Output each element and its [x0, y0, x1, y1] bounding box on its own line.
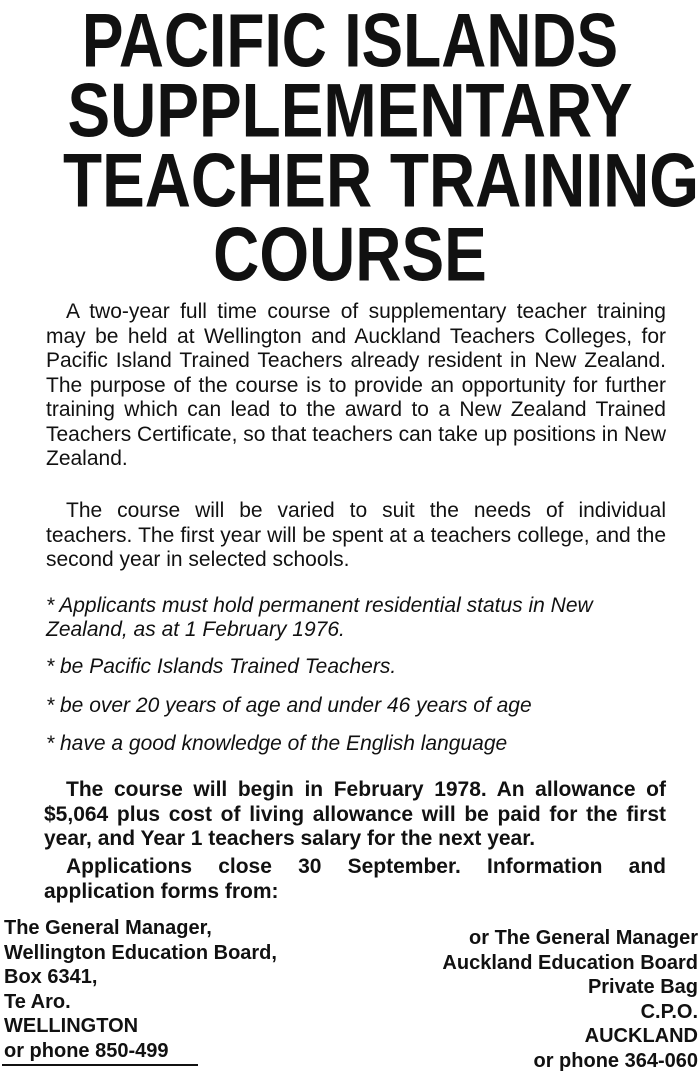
requirement-item: * be over 20 years of age and under 46 years of age [46, 694, 532, 717]
bottom-rule [2, 1064, 198, 1066]
wellington-contact-line: Wellington Education Board, [4, 941, 277, 964]
wellington-phone: or phone 850-499 [4, 1039, 169, 1062]
auckland-contact-line: Private Bag [587, 976, 698, 999]
auckland-contact-line: C.P.O. [640, 1000, 698, 1023]
requirement-item: * have a good knowledge of the English language [46, 732, 508, 755]
applications-text: Applications close 30 September. Information and application forms from: [44, 855, 666, 903]
course-structure-paragraph [46, 499, 666, 573]
headline-line-1: PACIFIC ISLANDS [81, 0, 619, 84]
headline-line-3: TEACHER TRAINING [63, 137, 700, 224]
intro-paragraph [46, 300, 666, 472]
auckland-phone: or phone 364-060 [533, 1049, 698, 1072]
wellington-contact-line: Te Aro. [4, 990, 71, 1013]
applications-paragraph [44, 855, 666, 904]
wellington-contact-block [4, 916, 277, 1064]
requirement-item: * Applicants must hold permanent residential status in New Zealand, as at 1 February 1976. [46, 594, 593, 641]
headline-line-2: SUPPLEMENTARY [67, 67, 633, 154]
course-start-text: The course will begin in February 1978. An allowance of $5,064 plus cost of living allowance will be paid for the first year, and Year 1 teachers salary for the next year. [44, 778, 666, 850]
wellington-contact-line: WELLINGTON [4, 1015, 139, 1038]
intro-paragraph-text: A two-year full time course of supplementary teacher training may be held at Wellington and Auckland Teachers Colleges, for Pacific Island Trained Teachers already resident in New Zealand. The purpose of the course is to provide an opportunity for further training which can lead to the award to a New Zealand Trained Teachers Certificate, so that teachers can take up positions in New Zealand. [46, 300, 666, 470]
auckland-contact-line: Auckland Education Board [442, 951, 698, 974]
wellington-contact-line: The General Manager, [4, 917, 212, 939]
wellington-contact-line: Box 6341, [4, 966, 98, 989]
course-start-paragraph [44, 778, 666, 852]
auckland-contact-line: AUCKLAND [584, 1025, 698, 1048]
auckland-contact-line: or The General Manager [469, 927, 698, 949]
course-structure-text: The course will be varied to suit the needs of individual teachers. The first year will be spent at a teachers college, and the second year in selected schools. [46, 499, 666, 571]
auckland-contact-block [442, 926, 698, 1074]
requirement-item: * be Pacific Islands Trained Teachers. [46, 655, 397, 678]
headline-line-4: COURSE [213, 211, 487, 298]
